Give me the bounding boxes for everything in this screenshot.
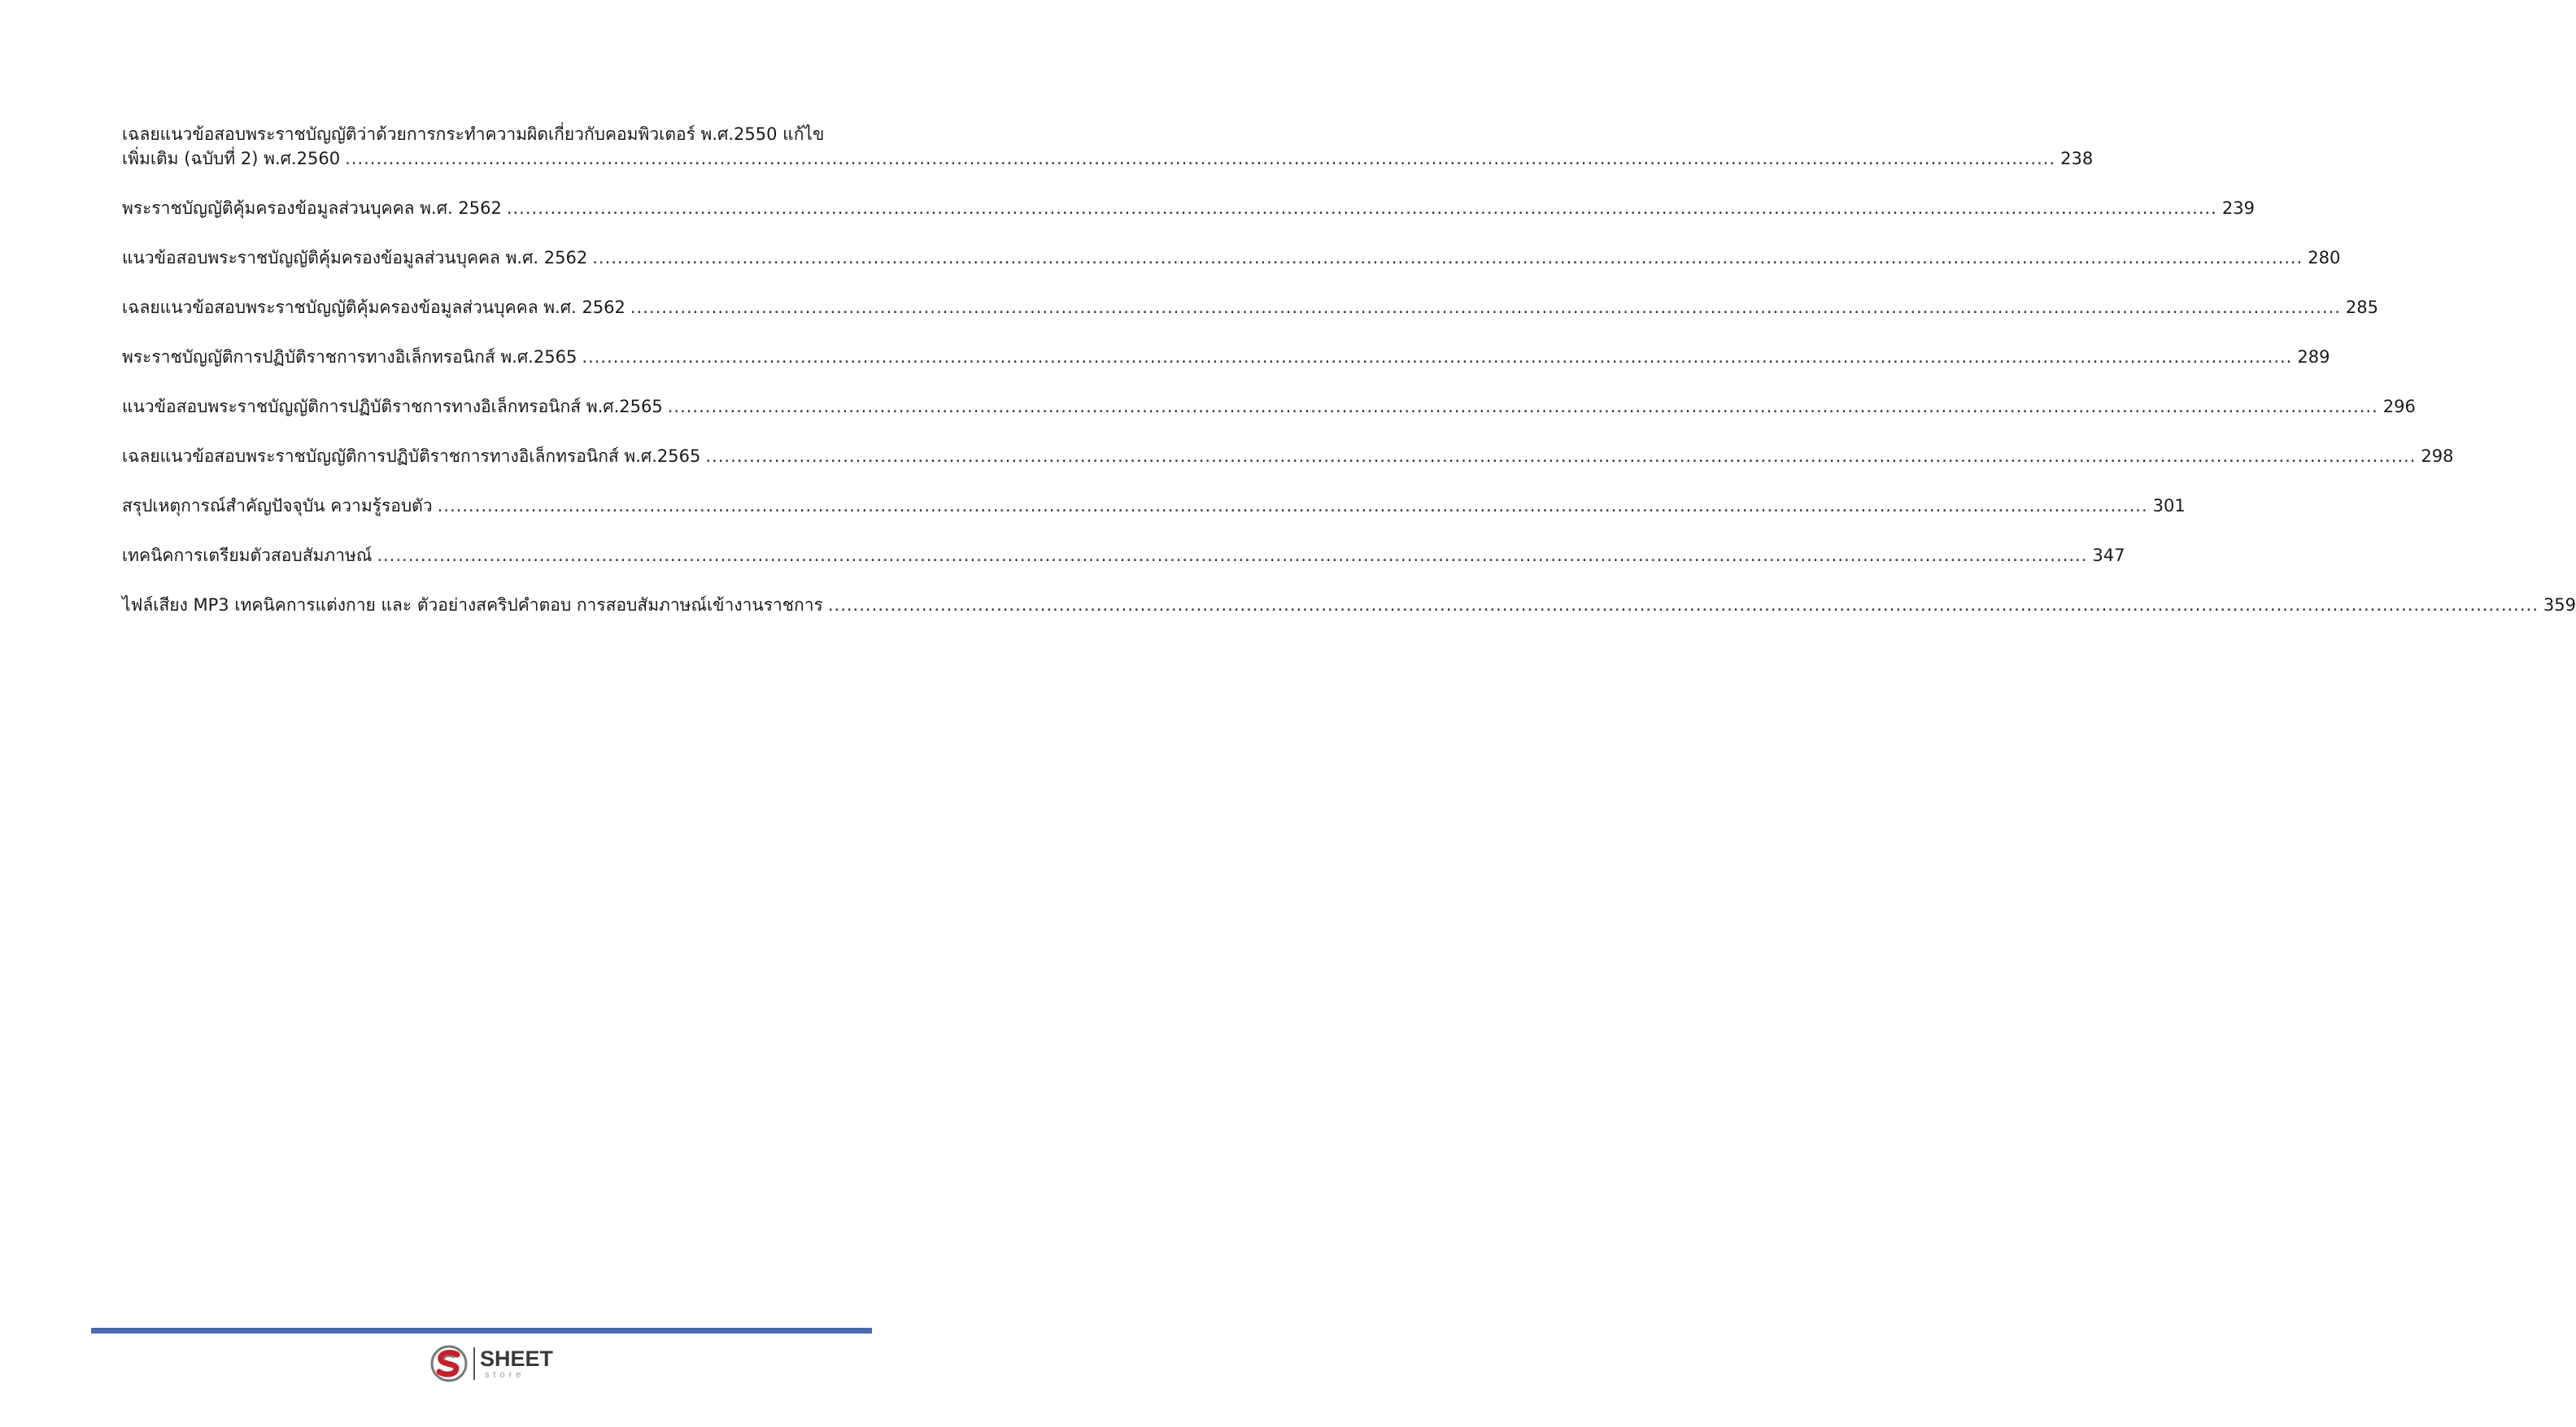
dot-leader (438, 494, 2148, 518)
logo-text (480, 1348, 553, 1380)
toc-entry-title: เฉลยแนวข้อสอบพระราชบัญญัติคุ้มครองข้อมูลส่วนบุคคล พ.ศ. 2562 (122, 298, 625, 317)
logo-subtitle: store (485, 1369, 525, 1380)
toc-entry-title: เทคนิคการเตรียมตัวสอบสัมภาษณ์ (122, 546, 373, 565)
toc-page-number: 280 (2308, 248, 2341, 268)
toc-entry-title: แนวข้อสอบพระราชบัญญัติคุ้มครองข้อมูลส่วนบุคคล พ.ศ. 2562 (122, 248, 588, 268)
toc-entry-title: เพิ่มเติม (ฉบับที่ 2) พ.ศ.2560 (122, 149, 341, 168)
toc-entry[interactable] (122, 122, 2094, 171)
logo-divider (473, 1347, 475, 1380)
toc-entry[interactable] (122, 444, 2454, 468)
dot-leader (828, 593, 2539, 617)
dot-leader (345, 146, 2055, 171)
footer-rule (91, 1328, 872, 1333)
dot-leader (507, 196, 2217, 220)
toc-entry[interactable] (122, 494, 2186, 518)
toc-page-number: 301 (2152, 496, 2186, 516)
toc-page-number: 347 (2092, 546, 2125, 565)
dot-leader (705, 444, 2416, 468)
toc-entry-title: พระราชบัญญัติการปฏิบัติราชการทางอิเล็กทรอนิกส์ พ.ศ.2565 (122, 347, 578, 367)
logo-word: SHEET (480, 1346, 554, 1371)
table-of-contents (122, 122, 2576, 642)
toc-entry-title-line1: เฉลยแนวข้อสอบพระราชบัญญัติว่าด้วยการกระทำความผิดเกี่ยวกับคอมพิวเตอร์ พ.ศ.2550 แก้ไข (122, 124, 825, 144)
toc-page-number: 289 (2297, 347, 2330, 367)
sheet-store-logo (429, 1343, 553, 1384)
toc-page-number: 238 (2060, 149, 2094, 168)
toc-page-number: 298 (2421, 446, 2454, 466)
toc-entry[interactable] (122, 345, 2330, 369)
dot-leader (582, 345, 2292, 369)
dot-leader (668, 394, 2378, 419)
toc-entry-title: พระราชบัญญัติคุ้มครองข้อมูลส่วนบุคคล พ.ศ. 2562 (122, 198, 502, 218)
toc-page-number: 239 (2221, 198, 2255, 218)
toc-entry[interactable] (122, 394, 2416, 419)
toc-page-number: 285 (2345, 298, 2379, 317)
toc-entry-title: เฉลยแนวข้อสอบพระราชบัญญัติการปฏิบัติราชการทางอิเล็กทรอนิกส์ พ.ศ.2565 (122, 446, 701, 466)
sheet-store-logo-icon (429, 1344, 469, 1383)
toc-entry[interactable] (122, 543, 2125, 568)
toc-page-number: 359 (2543, 595, 2576, 615)
toc-entry-title: สรุปเหตุการณ์สำคัญปัจจุบัน ความรู้รอบตัว (122, 496, 433, 516)
toc-entry[interactable] (122, 196, 2255, 220)
toc-entry[interactable] (122, 295, 2379, 320)
toc-entry[interactable] (122, 246, 2341, 270)
toc-entry[interactable] (122, 593, 2576, 617)
dot-leader (377, 543, 2087, 568)
toc-entry-title: แนวข้อสอบพระราชบัญญัติการปฏิบัติราชการทางอิเล็กทรอนิกส์ พ.ศ.2565 (122, 397, 663, 416)
toc-page-number: 296 (2382, 397, 2416, 416)
dot-leader (592, 246, 2303, 270)
dot-leader (630, 295, 2341, 320)
toc-entry-title: ไฟล์เสียง MP3 เทคนิคการแต่งกาย และ ตัวอย่างสคริปคำตอบ การสอบสัมภาษณ์เข้างานราชการ (122, 595, 823, 615)
